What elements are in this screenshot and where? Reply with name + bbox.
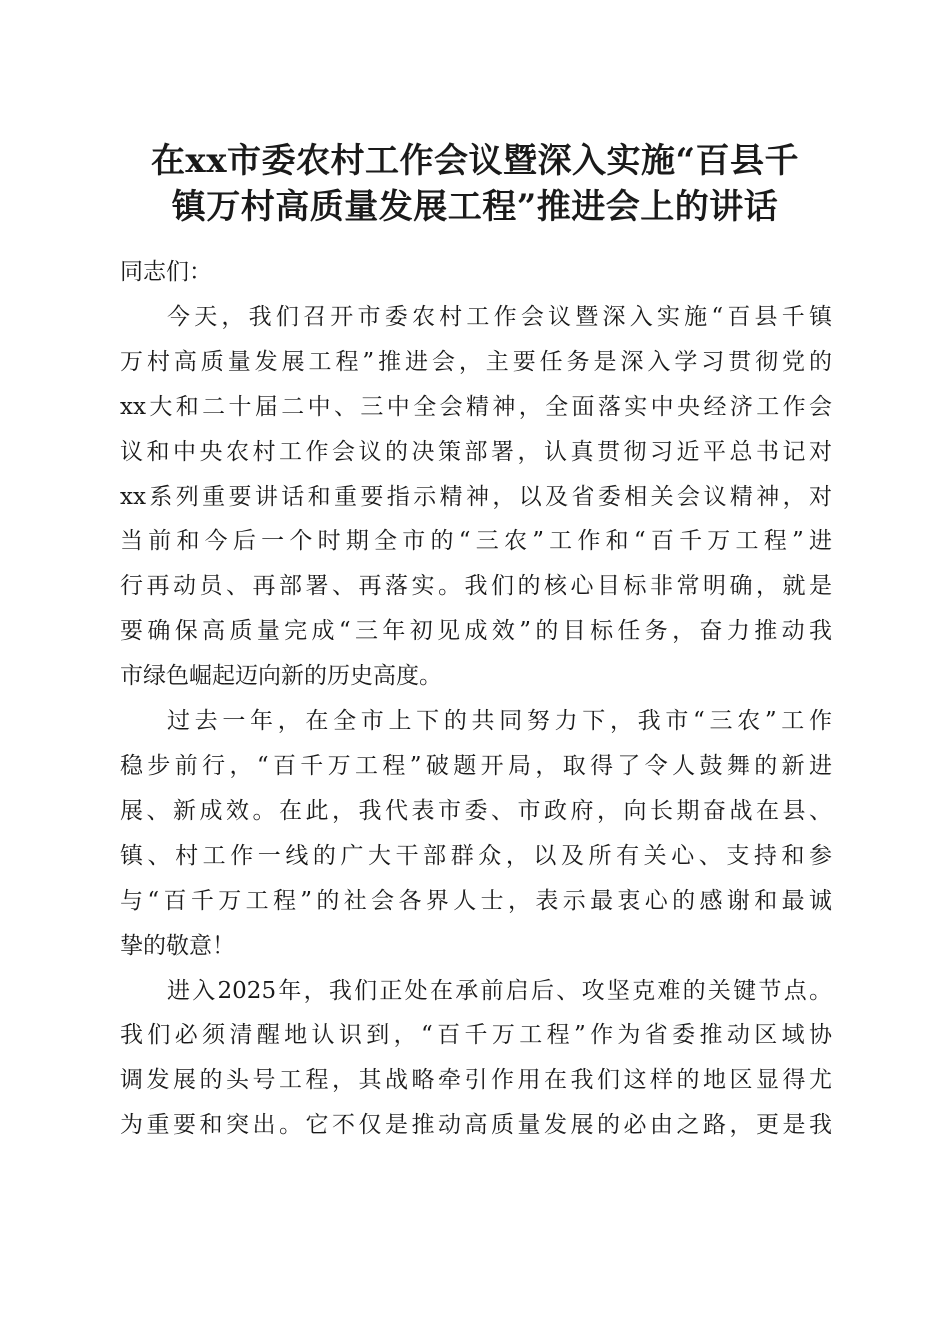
text-line: 行再动员、再部署、再落实。我们的核心目标非常明确，就是	[120, 573, 832, 600]
text-line: 稳步前行，“百千万工程”破题开局，取得了令人鼓舞的新进	[120, 752, 832, 779]
text-line: 进入2025年，我们正处在承前启后、攻坚克难的关键节点。	[167, 977, 832, 1004]
text-line: xx系列重要讲话和重要指示精神，以及省委相关会议精神，对	[120, 483, 832, 510]
text-line: 万村高质量发展工程”推进会，主要任务是深入学习贯彻党的	[120, 348, 832, 375]
text-line: 镇、村工作一线的广大干部群众，以及所有关心、支持和参	[120, 842, 832, 869]
text-line: 展、新成效。在此，我代表市委、市政府，向长期奋战在县、	[120, 797, 832, 824]
paragraph-3	[120, 969, 832, 1149]
text-line: 挚的敬意！	[120, 932, 235, 959]
text-line: 要确保高质量完成“三年初见成效”的目标任务，奋力推动我	[120, 618, 832, 645]
paragraph-2	[120, 699, 832, 968]
title-line: 在xx市委农村工作会议暨深入实施“百县千	[150, 141, 800, 181]
text-line: 调发展的头号工程，其战略牵引作用在我们这样的地区显得尤	[120, 1067, 832, 1094]
text-line: 我们必须清醒地认识到，“百千万工程”作为省委推动区域协	[120, 1022, 832, 1049]
text-line: 过去一年，在全市上下的共同努力下，我市“三农”工作	[167, 708, 832, 735]
text-line: 议和中央农村工作会议的决策部署，认真贯彻习近平总书记对	[120, 438, 832, 465]
document-title	[100, 138, 850, 230]
text-line: 市绿色崛起迈向新的历史高度。	[120, 663, 442, 690]
text-line: 为重要和突出。它不仅是推动高质量发展的必由之路，更是我	[120, 1112, 832, 1139]
text-line: 当前和今后一个时期全市的“三农”工作和“百千万工程”进	[120, 528, 832, 555]
text-line: xx大和二十届二中、三中全会精神，全面落实中央经济工作会	[120, 393, 832, 420]
salutation: 同志们：	[120, 259, 212, 285]
text-line: 今天，我们召开市委农村工作会议暨深入实施“百县千镇	[167, 303, 832, 330]
paragraph-1	[120, 295, 832, 699]
title-line: 镇万村高质量发展工程”推进会上的讲话	[171, 187, 779, 227]
document-body	[120, 250, 832, 1148]
text-line: 与“百千万工程”的社会各界人士，表示最衷心的感谢和最诚	[120, 887, 832, 914]
